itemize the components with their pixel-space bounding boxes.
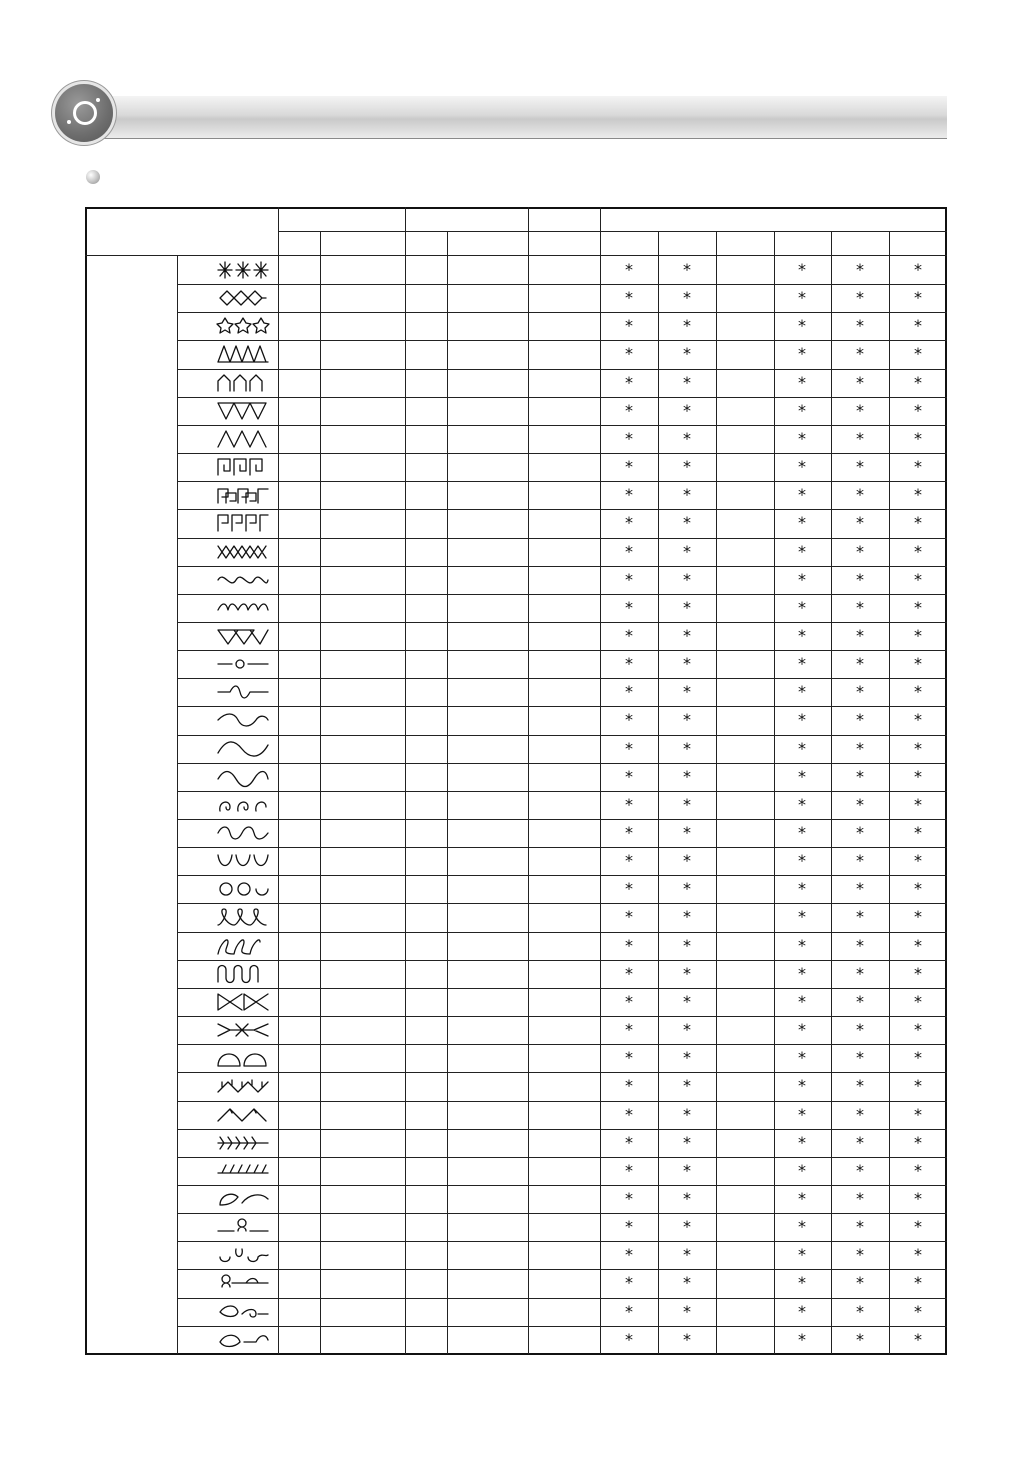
row-mark: * <box>683 739 691 758</box>
row-mark: * <box>798 513 806 532</box>
row-mark: * <box>798 485 806 504</box>
table-row <box>178 509 947 537</box>
row-mark: * <box>798 936 806 955</box>
row-mark: * <box>914 1302 922 1321</box>
row-mark: * <box>625 626 633 645</box>
row-mark: * <box>856 1330 864 1349</box>
row-mark: * <box>683 401 691 420</box>
dome-pattern-icon <box>216 1046 270 1070</box>
table-row <box>178 622 947 650</box>
table-row <box>178 650 947 678</box>
row-mark: * <box>798 1133 806 1152</box>
table-row <box>178 1298 947 1326</box>
table-row <box>178 678 947 706</box>
table-row <box>178 791 947 819</box>
row-mark: * <box>683 936 691 955</box>
row-mark: * <box>856 401 864 420</box>
flower-vine-icon <box>216 1215 270 1239</box>
row-mark: * <box>625 964 633 983</box>
row-mark: * <box>914 879 922 898</box>
row-mark: * <box>914 1245 922 1264</box>
row-mark: * <box>914 626 922 645</box>
row-mark: * <box>856 1245 864 1264</box>
row-mark: * <box>683 1217 691 1236</box>
row-mark: * <box>683 1076 691 1095</box>
feather-stitch-icon <box>216 1159 270 1183</box>
row-mark: * <box>625 907 633 926</box>
row-mark: * <box>798 823 806 842</box>
table-row <box>178 453 947 481</box>
row-mark: * <box>914 682 922 701</box>
table-row <box>178 1157 947 1185</box>
row-mark: * <box>625 851 633 870</box>
row-mark: * <box>798 288 806 307</box>
cup-pattern-icon <box>216 849 270 873</box>
row-mark: * <box>798 1217 806 1236</box>
row-mark: * <box>856 288 864 307</box>
meander-icon <box>216 962 270 986</box>
row-mark: * <box>683 795 691 814</box>
row-mark: * <box>683 1330 691 1349</box>
row-mark: * <box>798 710 806 729</box>
row-mark: * <box>625 570 633 589</box>
row-mark: * <box>856 1302 864 1321</box>
interlocking-key-icon <box>216 483 270 507</box>
row-mark: * <box>625 542 633 561</box>
row-mark: * <box>914 373 922 392</box>
row-mark: * <box>856 851 864 870</box>
row-mark: * <box>856 316 864 335</box>
row-mark: * <box>856 626 864 645</box>
row-mark: * <box>625 710 633 729</box>
asterisk-border-icon <box>216 258 270 282</box>
row-mark: * <box>625 992 633 1011</box>
table-row <box>178 284 947 312</box>
row-mark: * <box>856 964 864 983</box>
table-row <box>178 481 947 509</box>
row-mark: * <box>856 936 864 955</box>
row-mark: * <box>683 1133 691 1152</box>
row-mark: * <box>856 739 864 758</box>
table-row <box>178 1241 947 1269</box>
leaf-icon <box>216 1187 270 1211</box>
leaf-vine-icon <box>216 596 270 620</box>
table-row <box>178 1129 947 1157</box>
row-mark: * <box>683 1245 691 1264</box>
row-mark: * <box>856 795 864 814</box>
row-mark: * <box>798 795 806 814</box>
row-mark: * <box>798 401 806 420</box>
row-mark: * <box>683 429 691 448</box>
row-mark: * <box>798 260 806 279</box>
fern-icon <box>216 1131 270 1155</box>
row-mark: * <box>683 260 691 279</box>
row-mark: * <box>625 1245 633 1264</box>
table-row <box>178 1016 947 1044</box>
row-mark: * <box>683 598 691 617</box>
table-row <box>178 397 947 425</box>
row-mark: * <box>914 1105 922 1124</box>
row-mark: * <box>683 344 691 363</box>
row-mark: * <box>625 1076 633 1095</box>
row-mark: * <box>914 570 922 589</box>
row-mark: * <box>683 682 691 701</box>
spiral-wave-icon <box>216 793 270 817</box>
row-mark: * <box>914 542 922 561</box>
row-mark: * <box>683 964 691 983</box>
row-mark: * <box>914 907 922 926</box>
table-row <box>178 1072 947 1100</box>
table-row <box>178 566 947 594</box>
row-mark: * <box>798 429 806 448</box>
row-mark: * <box>914 1217 922 1236</box>
table-row <box>178 1185 947 1213</box>
row-mark: * <box>856 1076 864 1095</box>
row-mark: * <box>683 1302 691 1321</box>
curl-ornament-icon <box>216 708 270 732</box>
arrowhead-pattern-icon <box>216 427 270 451</box>
row-mark: * <box>625 457 633 476</box>
row-mark: * <box>625 401 633 420</box>
row-mark: * <box>625 795 633 814</box>
row-mark: * <box>625 316 633 335</box>
row-mark: * <box>683 1273 691 1292</box>
table-row <box>178 369 947 397</box>
row-mark: * <box>914 344 922 363</box>
row-mark: * <box>856 1161 864 1180</box>
row-mark: * <box>914 851 922 870</box>
section-header-band <box>96 96 947 139</box>
row-mark: * <box>683 1048 691 1067</box>
row-mark: * <box>856 710 864 729</box>
row-mark: * <box>914 429 922 448</box>
row-mark: * <box>914 936 922 955</box>
row-mark: * <box>625 767 633 786</box>
row-mark: * <box>625 1217 633 1236</box>
row-mark: * <box>798 739 806 758</box>
table-row <box>178 903 947 931</box>
row-mark: * <box>856 682 864 701</box>
row-mark: * <box>856 542 864 561</box>
row-mark: * <box>914 1048 922 1067</box>
wave-icon <box>216 765 270 789</box>
table-row <box>178 340 947 368</box>
row-mark: * <box>683 851 691 870</box>
row-mark: * <box>856 429 864 448</box>
row-mark: * <box>683 288 691 307</box>
row-mark: * <box>683 1161 691 1180</box>
row-mark: * <box>683 1020 691 1039</box>
slanted-loop-icon <box>216 934 270 958</box>
table-row <box>178 538 947 566</box>
arrow-zigzag-icon <box>216 1103 270 1127</box>
row-mark: * <box>625 485 633 504</box>
row-mark: * <box>625 1189 633 1208</box>
daisy-vine-icon <box>216 1271 270 1295</box>
row-mark: * <box>798 879 806 898</box>
greek-key-icon <box>216 455 270 479</box>
row-mark: * <box>856 485 864 504</box>
step-key-icon <box>216 511 270 535</box>
row-mark: * <box>683 626 691 645</box>
row-mark: * <box>914 316 922 335</box>
triangle-pattern-icon <box>216 399 270 423</box>
row-mark: * <box>914 992 922 1011</box>
row-mark: * <box>856 598 864 617</box>
row-mark: * <box>625 739 633 758</box>
row-mark: * <box>914 767 922 786</box>
row-mark: * <box>798 1189 806 1208</box>
row-mark: * <box>856 1105 864 1124</box>
row-mark: * <box>625 373 633 392</box>
row-mark: * <box>856 260 864 279</box>
row-mark: * <box>625 513 633 532</box>
row-mark: * <box>625 823 633 842</box>
row-mark: * <box>683 513 691 532</box>
row-mark: * <box>683 316 691 335</box>
row-mark: * <box>798 1048 806 1067</box>
row-mark: * <box>914 1020 922 1039</box>
table-row <box>178 1101 947 1129</box>
row-mark: * <box>914 260 922 279</box>
table-row <box>178 735 947 763</box>
row-mark: * <box>625 598 633 617</box>
row-mark: * <box>625 1302 633 1321</box>
row-mark: * <box>798 1076 806 1095</box>
row-mark: * <box>856 907 864 926</box>
table-row <box>178 1044 947 1072</box>
fan-pattern-icon <box>216 624 270 648</box>
row-mark: * <box>798 1330 806 1349</box>
row-mark: * <box>856 1273 864 1292</box>
row-mark: * <box>798 964 806 983</box>
table-row <box>178 988 947 1016</box>
table-row <box>178 1269 947 1297</box>
row-mark: * <box>798 1245 806 1264</box>
row-mark: * <box>914 513 922 532</box>
table-row <box>178 594 947 622</box>
row-mark: * <box>798 598 806 617</box>
row-mark: * <box>798 682 806 701</box>
row-mark: * <box>798 626 806 645</box>
leaf-sprig-icon <box>216 1328 270 1352</box>
knot-ornament-icon <box>216 652 270 676</box>
row-mark: * <box>856 654 864 673</box>
row-mark: * <box>683 767 691 786</box>
table-row <box>178 932 947 960</box>
row-mark: * <box>625 1330 633 1349</box>
row-mark: * <box>798 457 806 476</box>
row-mark: * <box>856 1048 864 1067</box>
zigzag-arch-icon <box>216 342 270 366</box>
table-row <box>178 256 947 284</box>
table-row <box>178 819 947 847</box>
row-mark: * <box>856 767 864 786</box>
row-mark: * <box>625 654 633 673</box>
row-mark: * <box>856 992 864 1011</box>
row-mark: * <box>683 654 691 673</box>
bowtie-pattern-icon <box>216 990 270 1014</box>
row-mark: * <box>914 457 922 476</box>
row-mark: * <box>625 1133 633 1152</box>
row-mark: * <box>798 570 806 589</box>
row-mark: * <box>798 1161 806 1180</box>
row-mark: * <box>856 879 864 898</box>
row-mark: * <box>914 964 922 983</box>
header-divider <box>278 231 947 232</box>
row-mark: * <box>914 1189 922 1208</box>
row-mark: * <box>625 936 633 955</box>
row-mark: * <box>798 1302 806 1321</box>
row-mark: * <box>856 513 864 532</box>
row-mark: * <box>798 992 806 1011</box>
star-chain-icon <box>216 314 270 338</box>
row-mark: * <box>683 992 691 1011</box>
row-mark: * <box>683 823 691 842</box>
row-mark: * <box>914 823 922 842</box>
row-mark: * <box>625 1105 633 1124</box>
row-mark: * <box>914 710 922 729</box>
row-mark: * <box>625 879 633 898</box>
row-mark: * <box>914 654 922 673</box>
row-mark: * <box>798 654 806 673</box>
row-mark: * <box>914 739 922 758</box>
row-mark: * <box>914 598 922 617</box>
row-mark: * <box>914 1273 922 1292</box>
row-mark: * <box>914 401 922 420</box>
row-mark: * <box>856 1189 864 1208</box>
row-mark: * <box>798 907 806 926</box>
row-mark: * <box>625 682 633 701</box>
row-mark: * <box>625 344 633 363</box>
heart-scroll-icon <box>216 821 270 845</box>
row-mark: * <box>798 851 806 870</box>
row-mark: * <box>798 1273 806 1292</box>
row-mark: * <box>856 1020 864 1039</box>
tulip-scroll-icon <box>216 1243 270 1267</box>
row-mark: * <box>914 1133 922 1152</box>
row-mark: * <box>625 1048 633 1067</box>
scroll-ornament-icon <box>216 568 270 592</box>
row-mark: * <box>856 457 864 476</box>
section-badge-icon <box>55 84 113 142</box>
row-mark: * <box>798 767 806 786</box>
bullet-icon <box>86 170 100 184</box>
row-mark: * <box>914 1076 922 1095</box>
row-mark: * <box>625 429 633 448</box>
row-mark: * <box>856 373 864 392</box>
diamond-chain-icon <box>216 286 270 310</box>
row-mark: * <box>625 1273 633 1292</box>
row-mark: * <box>798 1020 806 1039</box>
row-mark: * <box>683 879 691 898</box>
row-mark: * <box>914 1161 922 1180</box>
row-mark: * <box>625 1020 633 1039</box>
loop-chain-icon <box>216 905 270 929</box>
row-mark: * <box>798 1105 806 1124</box>
row-mark: * <box>914 795 922 814</box>
row-mark: * <box>914 485 922 504</box>
table-row <box>178 763 947 791</box>
table-row <box>178 1326 947 1354</box>
row-mark: * <box>625 260 633 279</box>
row-mark: * <box>625 288 633 307</box>
flourish-ornament-icon <box>216 680 270 704</box>
cross-stitch-icon <box>216 540 270 564</box>
row-mark: * <box>856 823 864 842</box>
row-mark: * <box>683 542 691 561</box>
row-mark: * <box>683 373 691 392</box>
row-mark: * <box>625 1161 633 1180</box>
row-mark: * <box>798 373 806 392</box>
table-row <box>178 847 947 875</box>
row-mark: * <box>914 288 922 307</box>
row-mark: * <box>683 710 691 729</box>
row-mark: * <box>914 1330 922 1349</box>
table-row <box>178 875 947 903</box>
table-row <box>178 425 947 453</box>
row-mark: * <box>798 542 806 561</box>
row-mark: * <box>683 1105 691 1124</box>
row-mark: * <box>856 1133 864 1152</box>
row-mark: * <box>683 485 691 504</box>
row-mark: * <box>683 570 691 589</box>
table-row <box>178 1213 947 1241</box>
arrow-bowtie-icon <box>216 1018 270 1042</box>
table-row <box>178 960 947 988</box>
feather-zigzag-icon <box>216 1074 270 1098</box>
pleat-pattern-icon <box>216 371 270 395</box>
s-curve-icon <box>216 737 270 761</box>
row-mark: * <box>683 457 691 476</box>
table-row <box>178 312 947 340</box>
row-mark: * <box>798 344 806 363</box>
circle-chain-icon <box>216 877 270 901</box>
row-mark: * <box>683 1189 691 1208</box>
row-mark: * <box>856 344 864 363</box>
row-mark: * <box>856 570 864 589</box>
row-mark: * <box>798 316 806 335</box>
row-mark: * <box>683 907 691 926</box>
row-mark: * <box>856 1217 864 1236</box>
leaf-swirl-icon <box>216 1300 270 1324</box>
table-row <box>178 706 947 734</box>
